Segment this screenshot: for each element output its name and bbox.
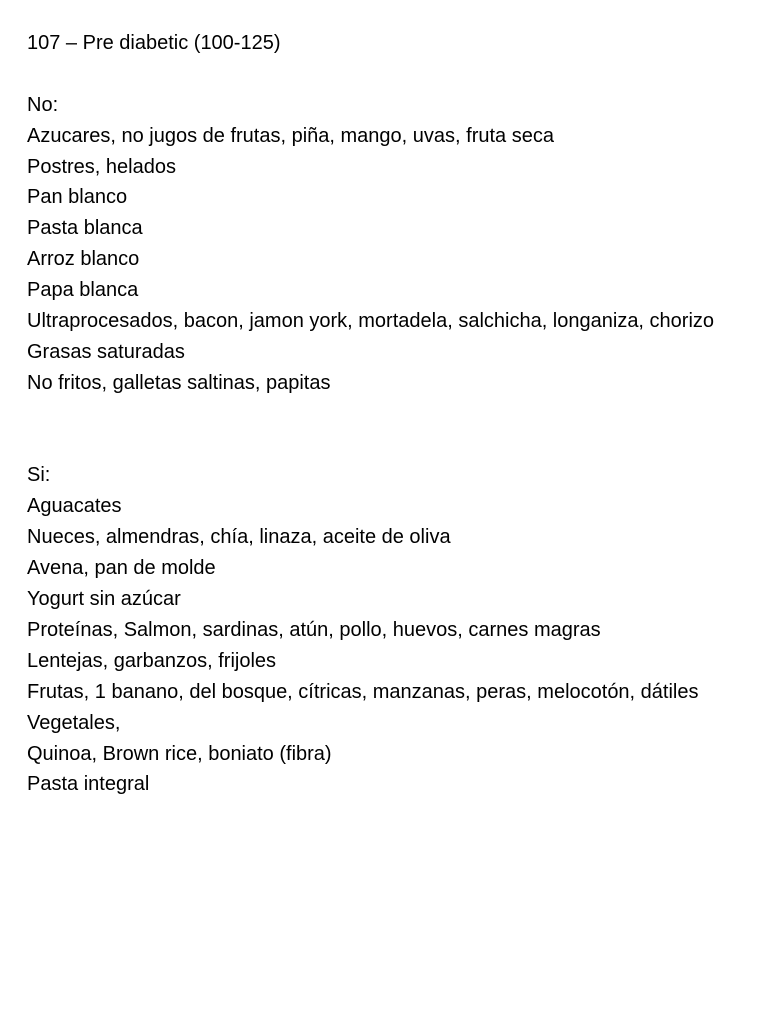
si-list-item: Nueces, almendras, chía, linaza, aceite de oliva [27,526,451,549]
si-list-item: Proteínas, Salmon, sardinas, atún, pollo, huevos, carnes magras [27,618,601,641]
no-section [27,90,757,399]
no-list [27,121,757,399]
si-heading: Si: [27,464,51,487]
si-list-item: Pasta integral [27,773,150,796]
no-list-item: Pasta blanca [27,217,143,240]
no-list-item: Papa blanca [27,279,139,302]
document-title: 107 – Pre diabetic (100-125) [27,32,281,54]
spacer [27,399,757,461]
no-list-item: Azucares, no jugos de frutas, piña, mango, uvas, fruta seca [27,124,554,147]
si-list-item: Aguacates [27,495,122,518]
si-list-item: Avena, pan de molde [27,557,216,580]
no-list-item: Pan blanco [27,186,128,209]
si-list-item: Vegetales, [27,711,121,734]
spacer [27,59,757,90]
no-list-item: Arroz blanco [27,248,140,271]
si-list [27,491,757,800]
no-list-item: Postres, helados [27,155,176,178]
si-list-item: Yogurt sin azúcar [27,588,181,611]
no-heading: No: [27,93,59,116]
no-list-item: No fritos, galletas saltinas, papitas [27,371,331,394]
no-list-item: Grasas saturadas [27,340,185,363]
document-page [27,28,757,800]
no-list-item: Ultraprocesados, bacon, jamon york, mortadela, salchicha, longaniza, chorizo [27,310,715,333]
si-list-item: Quinoa, Brown rice, boniato (fibra) [27,742,332,765]
si-section [27,460,757,800]
si-list-item: Lentejas, garbanzos, frijoles [27,649,277,672]
si-list-item: Frutas, 1 banano, del bosque, cítricas, manzanas, peras, melocotón, dátiles [27,680,699,703]
